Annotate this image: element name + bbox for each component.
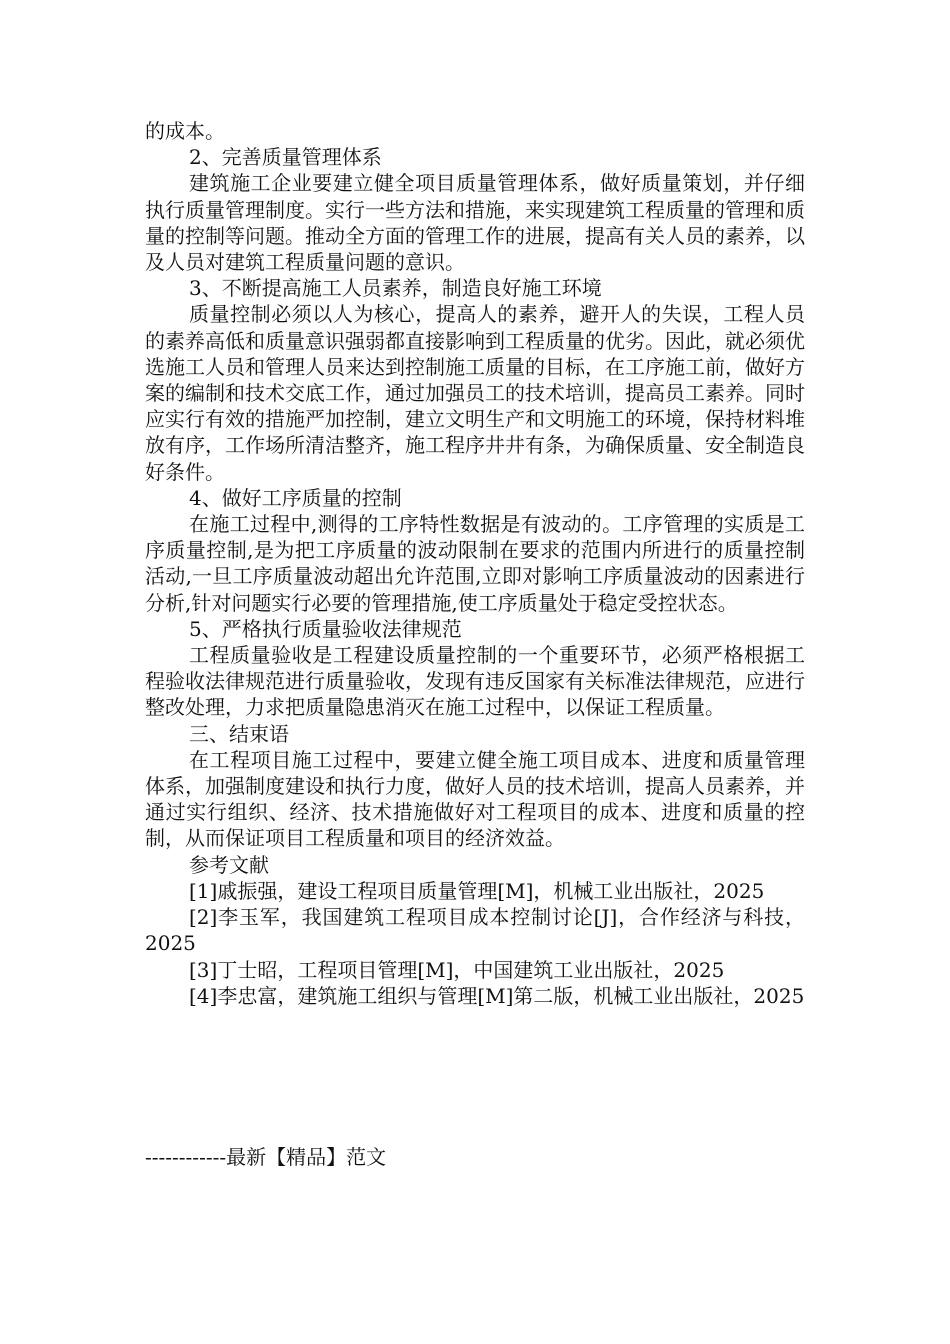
paragraph-personnel-environment: 质量控制必须以人为核心，提高人的素养，避开人的失误，工程人员的素养高低和质量意识强弱都直接影响到工程质量的优劣。因此，就必须优选施工人员和管理人员来达到控制施工质量的目标，在工序施工前，做好方案的编制和技术交底工作，通过加强员工的技术培训，提高员工素养。同时应实行有效的措施严加控制，建立文明生产和文明施工的环境，保持材料堆放有序，工作场所清洁整齐，施工程序井井有条，为确保质量、安全制造良好条件。 [145,302,805,484]
reference-item: [4]李忠富，建筑施工组织与管理[M]第二版，机械工业出版社，2025 [189,983,805,1008]
paragraph-cost-continuation: 的成本。 [145,119,225,143]
reference-item: [2]李玉军，我国建筑工程项目成本控制讨论[J]，合作经济与科技，2025 [145,905,805,956]
heading-personnel-environment: 3、不断提高施工人员素养，制造良好施工环境 [189,276,602,301]
reference-item: [1]戚振强，建设工程项目质量管理[M]，机械工业出版社，2025 [189,878,765,903]
document-body [145,118,805,1009]
paragraph-quality-management-system: 建筑施工企业要建立健全项目质量管理体系，做好质量策划，并仔细执行质量管理制度。实行一些方法和措施，来实现建筑工程质量的管理和质量的控制等问题。推动全方面的管理工作的进展，提高有关人员的素养，以及人员对建筑工程质量问题的意识。 [145,171,805,275]
heading-conclusion: 三、结束语 [189,721,289,746]
heading-quality-management-system: 2、完善质量管理体系 [189,145,382,170]
paragraph-quality-acceptance: 工程质量验收是工程建设质量控制的一个重要环节，必须严格根据工程验收法律规范进行质量验收，发现有违反国家有关标准法律规范，应进行整改处理，力求把质量隐患消灭在施工过程中，以保证工程质量。 [145,643,805,720]
heading-quality-acceptance: 5、严格执行质量验收法律规范 [189,616,462,641]
paragraph-conclusion: 在工程项目施工过程中，要建立健全施工项目成本、进度和质量管理体系，加强制度建设和执行力度，做好人员的技术培训，提高人员素养，并通过实行组织、经济、技术措施做好对工程项目的成本、进度和质量的控制，从而保证项目工程质量和项目的经济效益。 [145,747,805,851]
reference-item: [3]丁士昭，工程项目管理[M]，中国建筑工业出版社，2025 [189,957,725,982]
footer-tagline: ------------最新【精品】范文 [145,1145,387,1169]
paragraph-process-quality-control: 在施工过程中,测得的工序特性数据是有波动的。工序管理的实质是工序质量控制,是为把工序质量的波动限制在要求的范围内所进行的质量控制活动,一旦工序质量波动超出允许范围,立即对影响工序质量波动的因素进行分析,针对问题实行必要的管理措施,使工序质量处于稳定受控状态。 [145,512,805,615]
heading-process-quality-control: 4、做好工序质量的控制 [189,485,402,510]
heading-references: 参考文献 [189,852,269,877]
